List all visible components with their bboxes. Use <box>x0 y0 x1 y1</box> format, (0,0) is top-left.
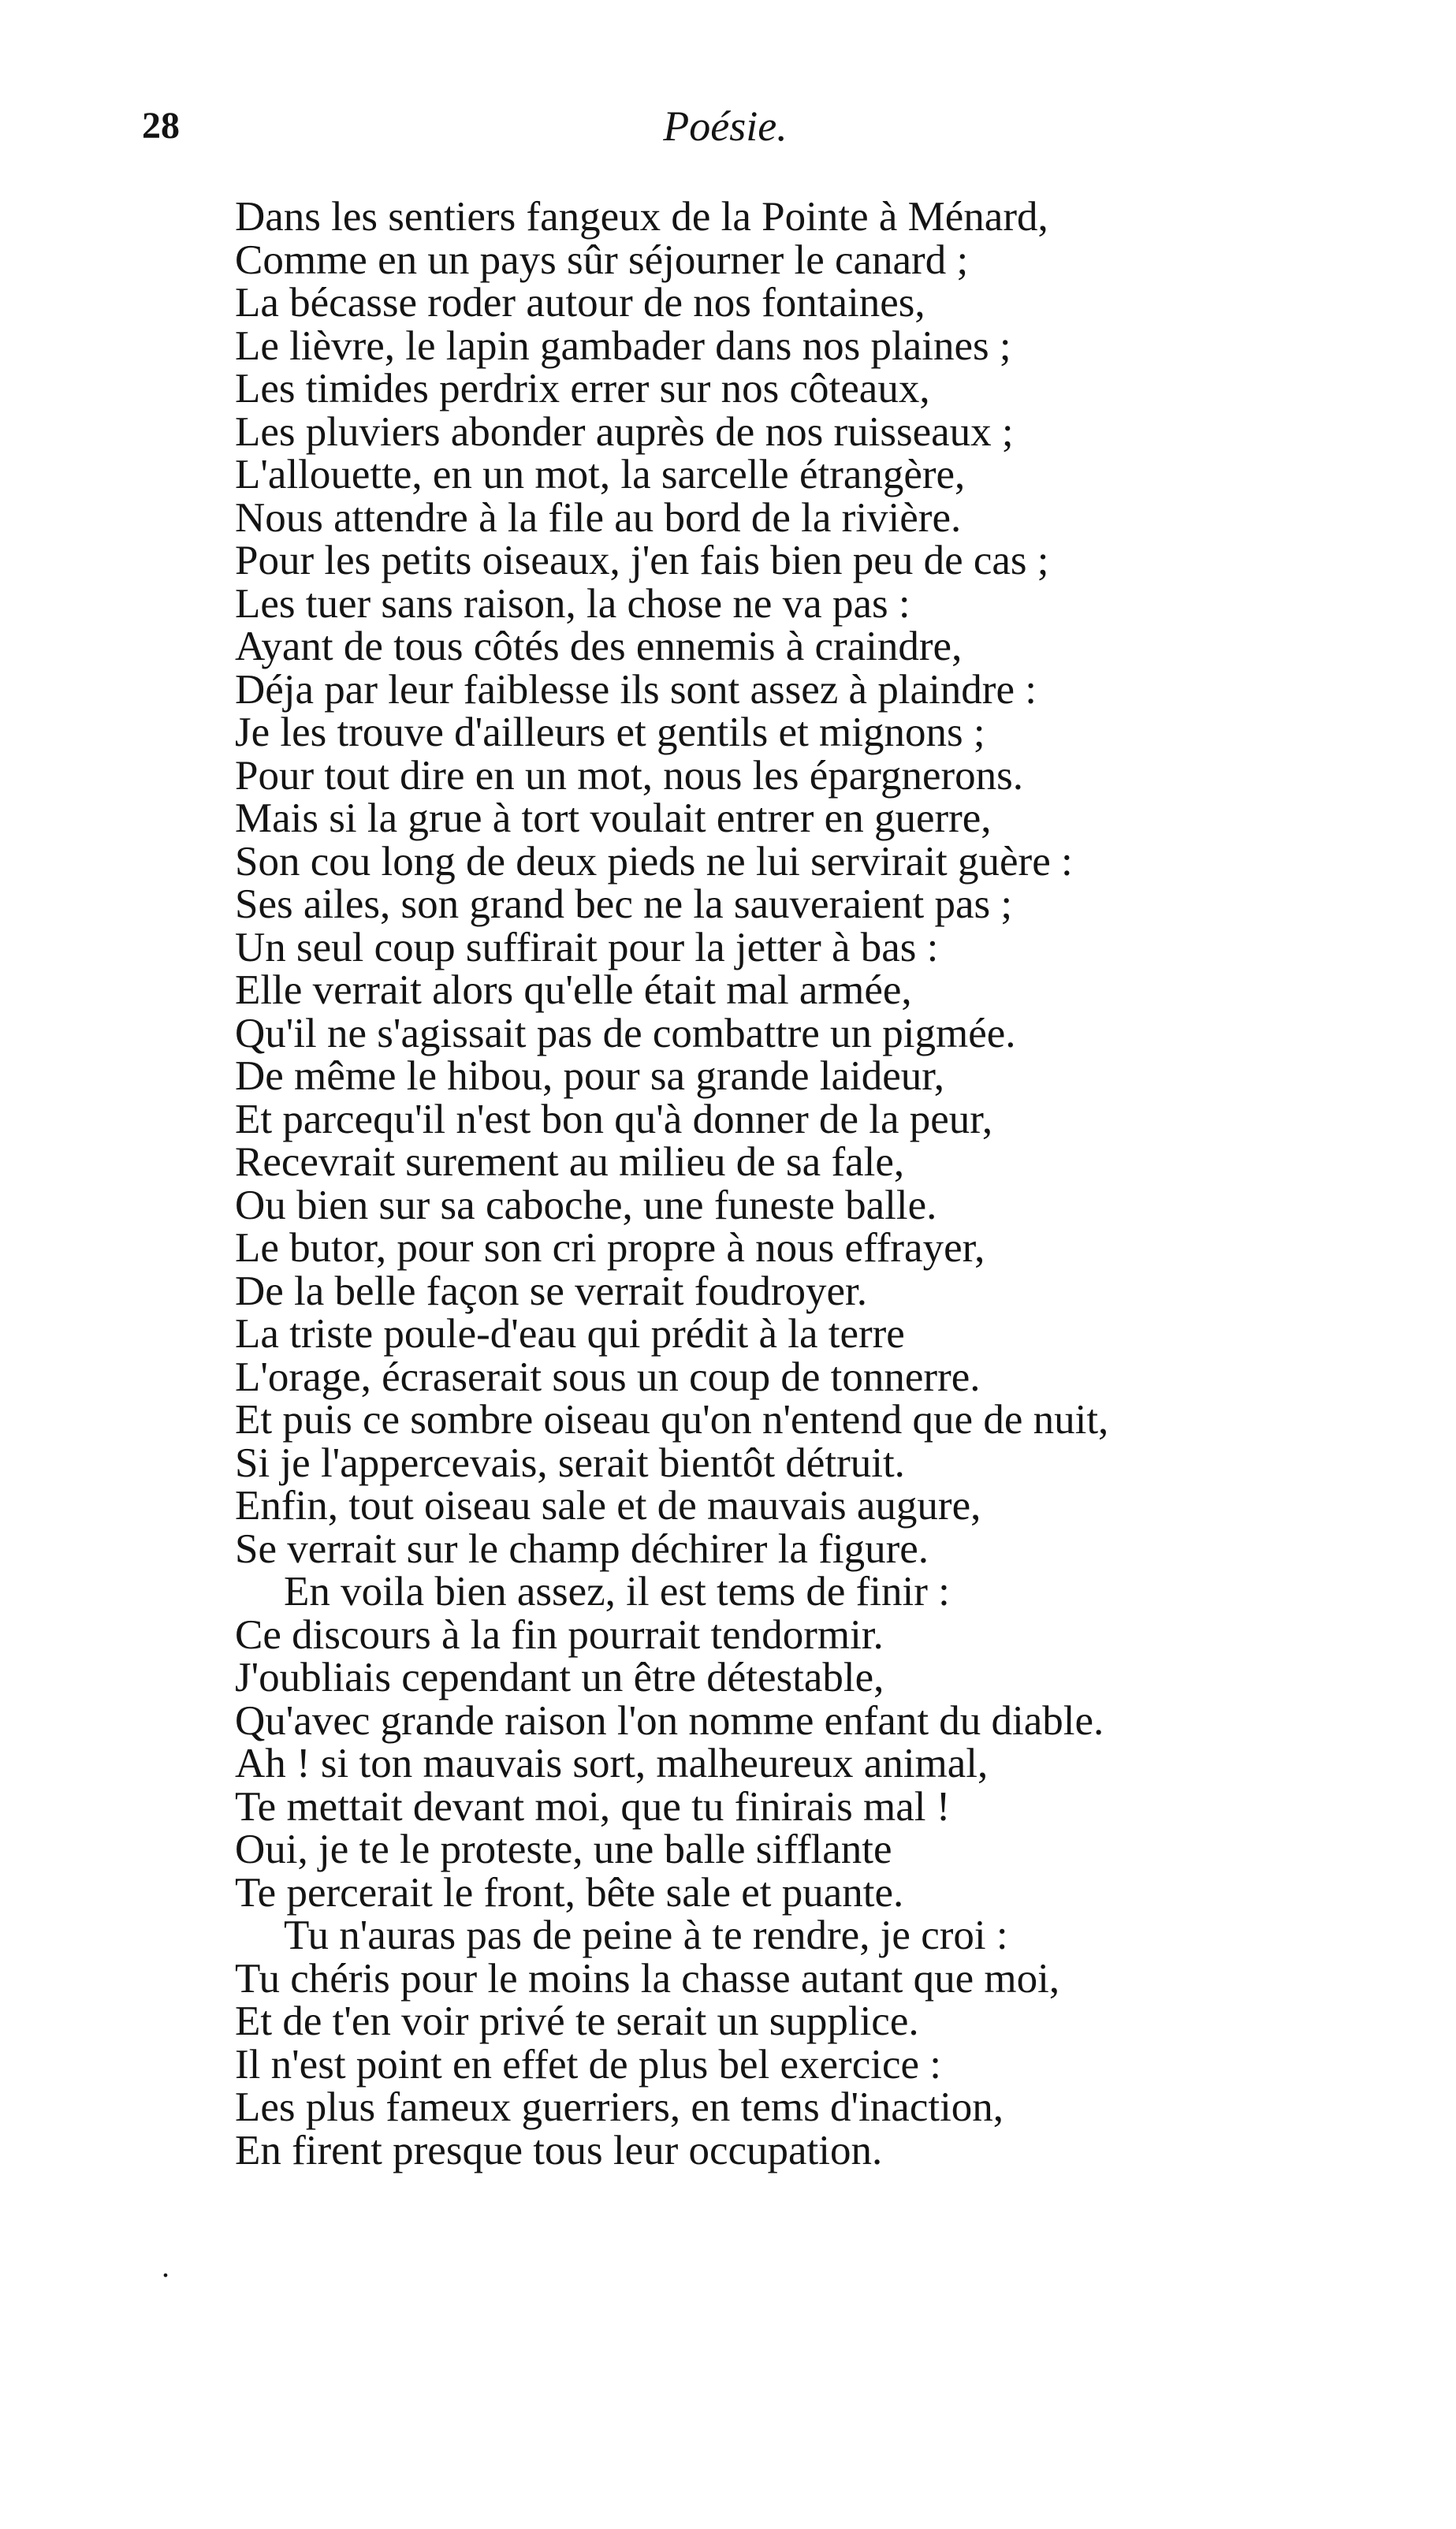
poem-line: Ah ! si ton mauvais sort, malheureux animal, <box>235 1741 989 1786</box>
running-title: Poésie. <box>663 102 788 150</box>
poem-line: Le butor, pour son cri propre à nous effrayer, <box>235 1225 985 1271</box>
poem-line: Les pluviers abonder auprès de nos ruisseaux ; <box>235 408 1014 455</box>
poem-line: Oui, je te le proteste, une balle sifflante <box>235 1827 892 1872</box>
poem-line: Se verrait sur le champ déchirer la figure. <box>235 1525 929 1572</box>
poem-line: Et parcequ'il n'est bon qu'à donner de la peur, <box>235 1096 993 1142</box>
poem-line: De la belle façon se verrait foudroyer. <box>235 1268 867 1314</box>
poem-line: Il n'est point en effet de plus bel exercice : <box>235 2041 941 2088</box>
poem-line: Tu chéris pour le moins la chasse autant que moi, <box>235 1955 1060 2002</box>
poem-line: Son cou long de deux pieds ne lui servirait guère : <box>235 838 1073 885</box>
poem-line: Comme en un pays sûr séjourner le canard ; <box>235 237 969 283</box>
poem-line: Te mettait devant moi, que tu finirais mal ! <box>235 1783 951 1830</box>
poem-line: L'orage, écraserait sous un coup de tonnerre. <box>235 1354 981 1400</box>
poem-line: L'allouette, en un mot, la sarcelle étrangère, <box>235 452 966 497</box>
poem-line: Pour tout dire en un mot, nous les épargnerons. <box>235 752 1023 799</box>
poem-line: La triste poule-d'eau qui prédit à la terre <box>235 1311 905 1357</box>
poem-line: En voila bien assez, il est tems de finir : <box>284 1569 950 1615</box>
poem-line: Les timides perdrix errer sur nos côteaux, <box>235 366 930 412</box>
poem-line: Et de t'en voir privé te serait un supplice. <box>235 1998 919 2044</box>
poem-line: La bécasse roder autour de nos fontaines, <box>235 280 925 326</box>
poem-line: Si je l'appercevais, serait bientôt détruit. <box>235 1440 905 1486</box>
poem-line: Qu'il ne s'agissait pas de combattre un pigmée. <box>235 1010 1016 1056</box>
poem-line: Enfin, tout oiseau sale et de mauvais augure, <box>235 1483 981 1529</box>
poem-line: Ou bien sur sa caboche, une funeste balle. <box>235 1182 937 1228</box>
poem-line: Ce discours à la fin pourrait tendormir. <box>235 1611 884 1658</box>
poem-line: Les plus fameux guerriers, en tems d'inaction, <box>235 2084 1004 2130</box>
poem-line: En firent presque tous leur occupation. <box>235 2127 883 2173</box>
poem-line: Recevrait surement au milieu de sa fale, <box>235 1139 905 1185</box>
poem-line: Et puis ce sombre oiseau qu'on n'entend que de nuit, <box>235 1397 1109 1443</box>
poem-line: Mais si la grue à tort voulait entrer en guerre, <box>235 795 992 841</box>
poem-line: Pour les petits oiseaux, j'en fais bien peu de cas ; <box>235 538 1049 583</box>
poem-line: Te percerait le front, bête sale et puante. <box>235 1869 904 1916</box>
poem-line: Tu n'auras pas de peine à te rendre, je croi : <box>284 1913 1008 1958</box>
poem-line: Les tuer sans raison, la chose ne va pas : <box>235 580 910 627</box>
poem-line: De même le hibou, pour sa grande laideur, <box>235 1053 945 1099</box>
poem-line: Qu'avec grande raison l'on nomme enfant du diable. <box>235 1697 1104 1744</box>
poem-line: Ses ailes, son grand bec ne la sauveraient pas ; <box>235 881 1013 927</box>
poem-line: Dans les sentiers fangeux de la Pointe à Ménard, <box>235 194 1048 240</box>
poem-line: Ayant de tous côtés des ennemis à craindre, <box>235 624 963 669</box>
poem-line: Je les trouve d'ailleurs et gentils et mignons ; <box>235 710 985 755</box>
poem-body <box>235 196 1354 2172</box>
poem-line: Le lièvre, le lapin gambader dans nos plaines ; <box>235 322 1011 369</box>
page-number: 28 <box>142 105 180 147</box>
poem-line: Nous attendre à la file au bord de la rivière. <box>235 494 962 541</box>
poem-line: J'oubliais cependant un être détestable, <box>235 1655 884 1700</box>
page-header <box>142 102 1309 166</box>
poem-line: Elle verrait alors qu'elle était mal armée, <box>235 967 912 1013</box>
stray-ink-mark: . <box>162 2248 169 2284</box>
poem-line: Déja par leur faiblesse ils sont assez à plaindre : <box>235 666 1037 713</box>
poem-line: Un seul coup suffirait pour la jetter à bas : <box>235 924 939 970</box>
